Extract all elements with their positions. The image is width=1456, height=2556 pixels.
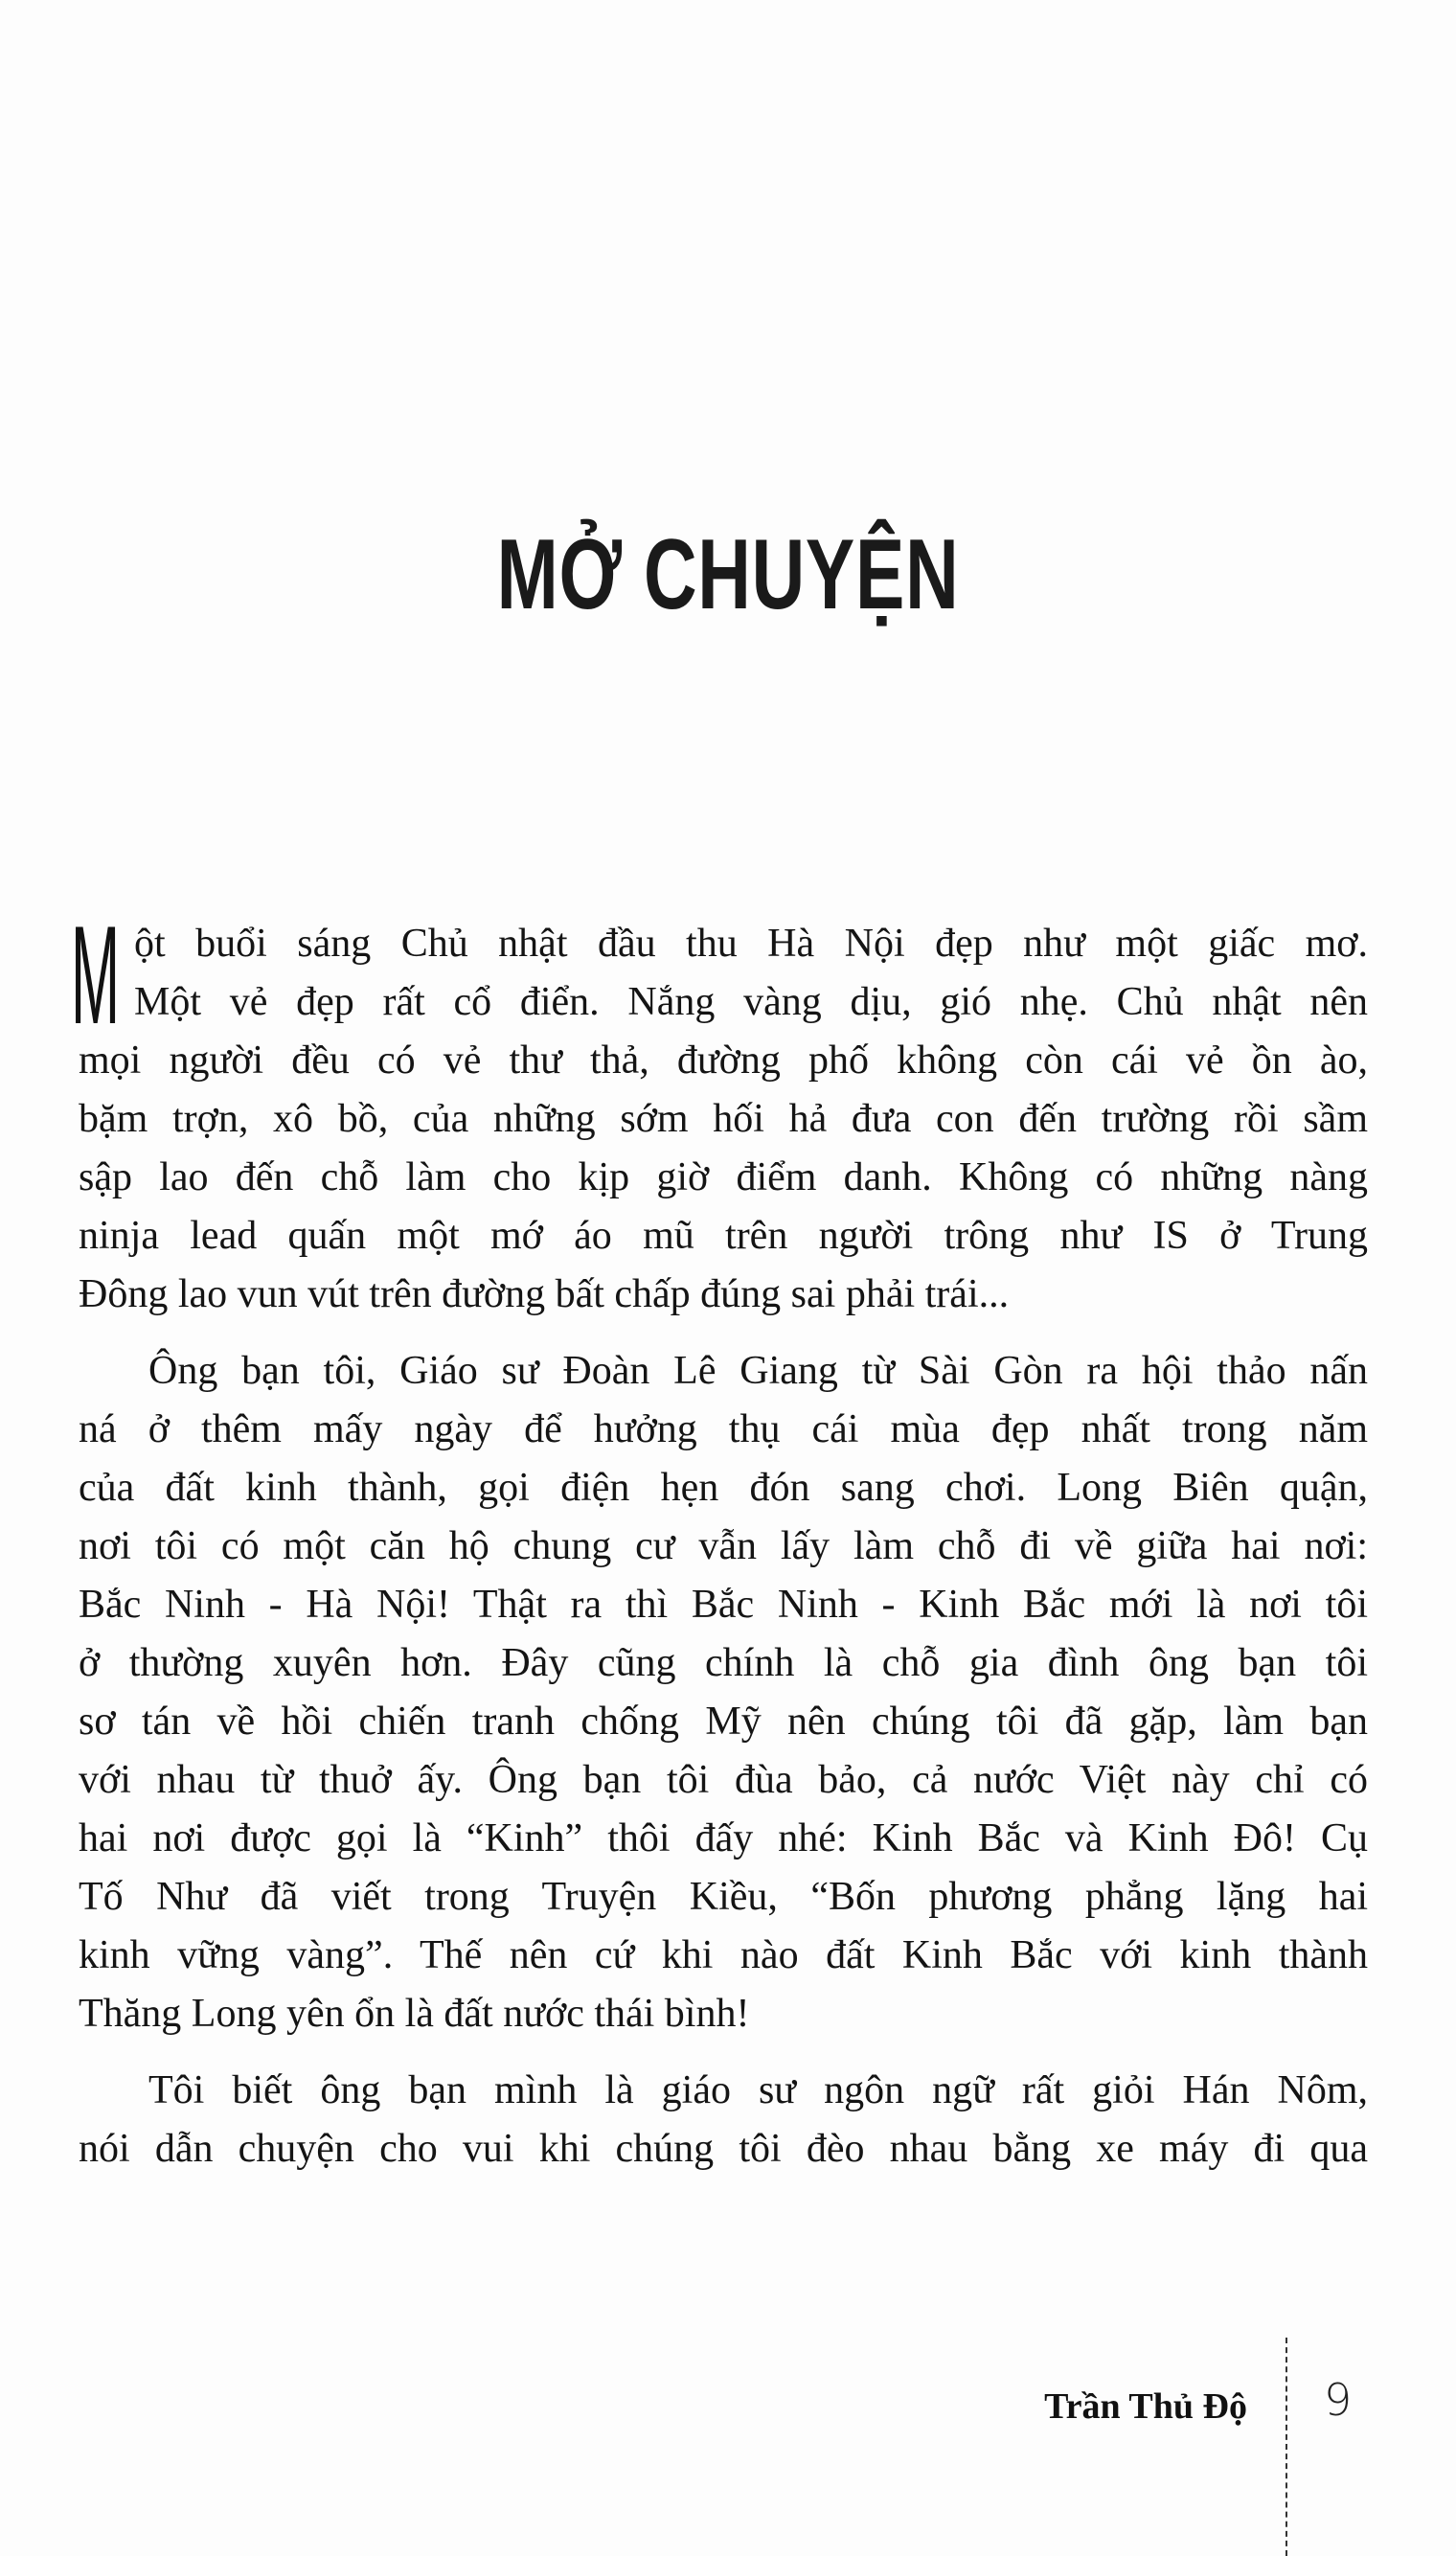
running-footer-author: Trần Thủ Độ bbox=[1044, 2386, 1247, 2427]
text-line: hai nơi được gọi là “Kinh” thôi đấy nhé: Kinh Bắc và Kinh Đô! Cụ bbox=[79, 1816, 1368, 1860]
footer-divider bbox=[1285, 2338, 1287, 2556]
text-line: sập lao đến chỗ làm cho kịp giờ điểm danh. Không có những nàng bbox=[79, 1155, 1368, 1199]
paragraph bbox=[79, 1342, 1368, 2043]
text-line: ột buổi sáng Chủ nhật đầu thu Hà Nội đẹp như một giấc mơ. bbox=[134, 922, 1368, 966]
text-line: Đông lao vun vút trên đường bất chấp đúng sai phải trái... bbox=[79, 1272, 1010, 1316]
text-line: mọi người đều có vẻ thư thả, đường phố không còn cái vẻ ồn ào, bbox=[79, 1038, 1368, 1083]
chapter-title: MỞ CHUYỆN bbox=[496, 519, 960, 630]
text-line: với nhau từ thuở ấy. Ông bạn tôi đùa bảo, cả nước Việt này chỉ có bbox=[79, 1758, 1368, 1802]
text-line: kinh vững vàng”. Thế nên cứ khi nào đất Kinh Bắc với kinh thành bbox=[79, 1933, 1368, 1977]
paragraph bbox=[79, 2062, 1368, 2179]
text-line: Tố Như đã viết trong Truyện Kiều, “Bốn phương phẳng lặng hai bbox=[79, 1875, 1368, 1919]
text-line: Tôi biết ông bạn mình là giáo sư ngôn ngữ rất giỏi Hán Nôm, bbox=[148, 2068, 1368, 2112]
drop-cap: M bbox=[71, 897, 121, 1053]
text-line: ninja lead quấn một mớ áo mũ trên người trông như IS ở Trung bbox=[79, 1214, 1368, 1258]
chapter-body bbox=[71, 897, 1368, 2197]
text-line: Bắc Ninh - Hà Nội! Thật ra thì Bắc Ninh - Kinh Bắc mới là nơi tôi bbox=[79, 1583, 1368, 1627]
text-line: nơi tôi có một căn hộ chung cư vẫn lấy làm chỗ đi về giữa hai nơi: bbox=[79, 1524, 1368, 1568]
text-line: Một vẻ đẹp rất cổ điển. Nắng vàng dịu, gió nhẹ. Chủ nhật nên bbox=[134, 980, 1368, 1024]
text-line: Ông bạn tôi, Giáo sư Đoàn Lê Giang từ Sài Gòn ra hội thảo nấn bbox=[148, 1349, 1368, 1393]
text-line: của đất kinh thành, gọi điện hẹn đón sang chơi. Long Biên quận, bbox=[79, 1466, 1368, 1510]
text-line: ná ở thêm mấy ngày để hưởng thụ cái mùa đẹp nhất trong năm bbox=[79, 1407, 1368, 1451]
text-line: bặm trợn, xô bồ, của những sớm hối hả đưa con đến trường rồi sầm bbox=[79, 1097, 1368, 1141]
text-line: sơ tán về hồi chiến tranh chống Mỹ nên chúng tôi đã gặp, làm bạn bbox=[79, 1700, 1368, 1744]
paragraph bbox=[79, 915, 1368, 1324]
text-line: nói dẫn chuyện cho vui khi chúng tôi đèo nhau bằng xe máy đi qua bbox=[79, 2127, 1368, 2171]
text-line: Thăng Long yên ổn là đất nước thái bình! bbox=[79, 1992, 750, 2036]
page-number: 9 bbox=[1324, 2374, 1353, 2426]
text-line: ở thường xuyên hơn. Đây cũng chính là chỗ gia đình ông bạn tôi bbox=[79, 1641, 1368, 1685]
